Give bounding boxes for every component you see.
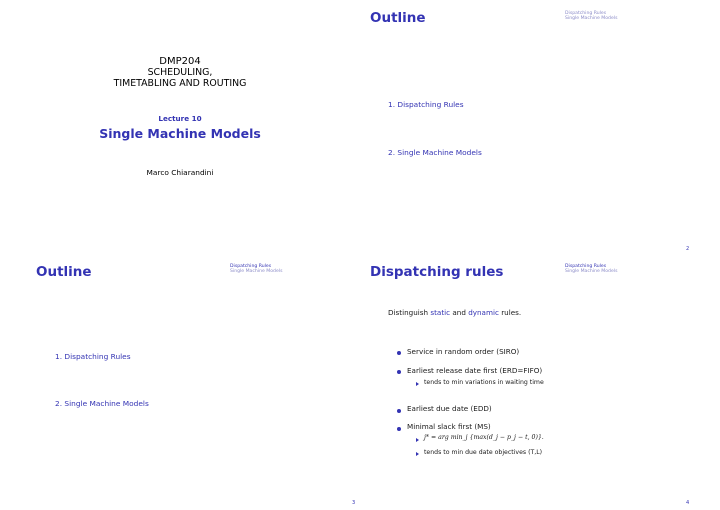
sub-bullet-icon (416, 382, 419, 386)
outline-item-2[interactable]: 2. Single Machine Models (55, 399, 149, 408)
section-navigation (565, 264, 617, 275)
sub-bullet-icon (416, 452, 419, 456)
outline-item-1[interactable]: 1. Dispatching Rules (388, 100, 464, 109)
rule-erd: Earliest release date first (ERD=FIFO) (407, 366, 543, 375)
rule-ms-formula: j* = arg min_j {max(d_j − p_j − t, 0)}. (424, 434, 544, 441)
nav-item-single-machine-models[interactable]: Single Machine Models (565, 269, 618, 275)
bullet-icon (397, 427, 401, 431)
rule-ms: Minimal slack first (MS) (407, 422, 491, 431)
sub-bullet-icon (416, 438, 419, 442)
rule-siro: Service in random order (SIRO) (407, 347, 520, 356)
slide-title: Outline (370, 10, 426, 26)
rule-ms-note: tends to min due date objectives (T,L) (424, 449, 543, 456)
section-navigation (565, 11, 617, 22)
intro-after: rules. (498, 308, 522, 317)
intro-text (388, 308, 521, 317)
section-navigation (230, 264, 282, 275)
static-term: static (430, 308, 451, 317)
subtitle-line-2: TIMETABLING AND ROUTING (113, 78, 247, 89)
intro-before: Distinguish (388, 308, 431, 317)
dynamic-term: dynamic (468, 308, 499, 317)
nav-item-dispatching-rules[interactable]: Dispatching Rules (565, 264, 607, 269)
bullet-icon (397, 351, 401, 355)
outline-item-2[interactable]: 2. Single Machine Models (388, 148, 482, 157)
subtitle-line-1: SCHEDULING, (147, 67, 213, 78)
dispatching-rules-slide (360, 255, 720, 510)
outline-slide-1 (360, 0, 720, 255)
page-number: 3 (352, 500, 356, 506)
page-number: 2 (686, 246, 690, 252)
lecture-number: Lecture 10 (158, 114, 202, 123)
page-number: 4 (686, 500, 690, 506)
slide-title: Outline (36, 264, 92, 280)
author-name: Marco Chiarandini (146, 168, 214, 177)
rule-edd: Earliest due date (EDD) (407, 404, 492, 413)
nav-item-single-machine-models[interactable]: Single Machine Models (565, 16, 618, 22)
outline-slide-2 (0, 255, 360, 510)
course-subtitle (0, 67, 360, 89)
nav-item-dispatching-rules[interactable]: Dispatching Rules (230, 264, 272, 269)
lecture-title: Single Machine Models (99, 126, 261, 141)
slide-title: Dispatching rules (370, 264, 504, 280)
outline-item-1[interactable]: 1. Dispatching Rules (55, 352, 131, 361)
course-code: DMP204 (159, 56, 201, 67)
nav-item-dispatching-rules[interactable]: Dispatching Rules (565, 11, 607, 16)
bullet-icon (397, 370, 401, 374)
bullet-icon (397, 409, 401, 413)
nav-item-single-machine-models[interactable]: Single Machine Models (230, 269, 283, 275)
title-slide (0, 0, 360, 255)
intro-and: and (450, 308, 469, 317)
rule-erd-note: tends to min variations in waiting time (424, 379, 544, 386)
